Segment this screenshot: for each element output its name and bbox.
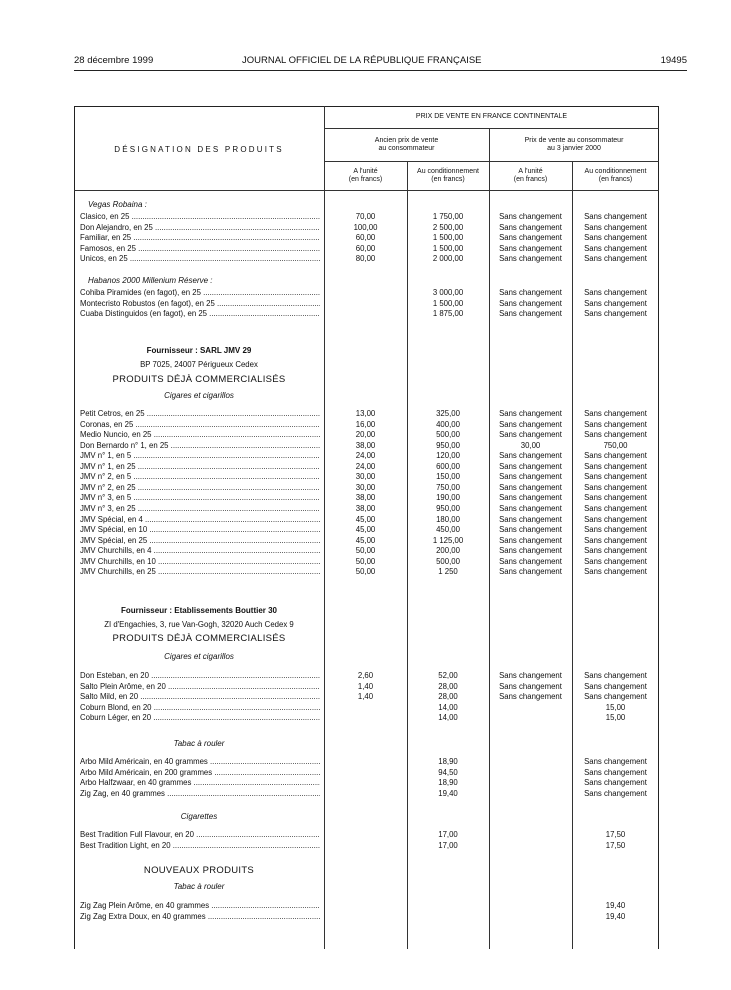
habanos-millenium-title: Habanos 2000 Millenium Réserve : [88,276,213,285]
ancien-prix-conditionnement: 28,00 [438,692,458,702]
table-row [74,768,659,779]
header-journal-title: JOURNAL OFFICIEL DE LA RÉPUBLIQUE FRANÇAISE [242,55,482,66]
nouveau-prix-conditionnement: 15,00 [605,713,626,723]
table-row [74,233,659,244]
header-bottom-rule [74,190,659,191]
ancien-prix-conditionnement: 14,00 [438,713,458,723]
nouveau-prix-header [489,137,659,153]
nouveau-prix-conditionnement: Sans changement [584,309,647,319]
ancien-prix-unite: 1,40 [357,681,374,691]
product-name: Petit Cetros, en 25 ..... [80,409,320,420]
product-name: JMV n° 1, en 5 ..... [80,451,320,462]
nouveau-prix-conditionnement: Sans changement [584,451,647,461]
nouveau-prix-conditionnement: Sans changement [584,757,647,766]
product-name: Coburn Blond, en 20 ..... [80,703,320,714]
table-row [74,567,659,578]
table-row [74,288,659,299]
nouveau-prix-conditionnement: Sans changement [584,243,647,253]
ancien-prix-conditionnement: 94,50 [438,767,458,777]
ancien-prix-unite: 50,00 [355,556,376,566]
table-row [74,525,659,536]
ancien-prix-conditionnement: 2 000,00 [432,254,464,264]
nouveau-prix-conditionnement: Sans changement [584,472,647,482]
ancien-prix-conditionnement: 1 750,00 [432,212,464,221]
ancien-prix-unite: 45,00 [355,525,376,535]
ancien-prix-conditionnement: 1 875,00 [432,309,464,319]
nouveau-prix-conditionnement: 15,00 [605,702,626,712]
ancien-prix-conditionnement: 18,90 [438,778,458,788]
product-name: Salto Plein Arôme, en 20 ..... [80,682,320,693]
product-name: JMV n° 1, en 25 ..... [80,462,320,473]
ancien-prix-conditionnement: 750,00 [436,482,460,492]
nouveau-prix-unite: Sans changement [499,233,562,243]
product-name: JMV n° 2, en 25 ..... [80,483,320,494]
nouveau-prix-conditionnement: Sans changement [584,778,647,788]
table-row [74,557,659,568]
nouveau-prix-unite: Sans changement [499,409,562,418]
product-name: Zig Zag Extra Doux, en 40 grammes ..... [80,912,320,923]
table-row [74,830,659,841]
ancien-prix-conditionnement: 200,00 [436,546,460,556]
tabac-rouler-title: Tabac à rouler [173,739,225,748]
header-page-number: 19495 [660,55,687,66]
table-row [74,546,659,557]
nouveau-prix-unite: Sans changement [499,419,562,429]
nouveau-prix-conditionnement: Sans changement [584,222,647,232]
nouveau-prix-conditionnement: 19,40 [605,911,626,921]
ancien-prix-conditionnement: 19,40 [438,788,458,798]
ancien-prix-conditionnement: 28,00 [438,681,458,691]
table-row [74,789,659,800]
ancien-prix-unite: 45,00 [355,535,376,545]
nouveau-prix-conditionnement: Sans changement [584,767,647,777]
bouttier-supplier: Fournisseur : Etablissements Bouttier 30 [120,606,278,615]
ancien-prix-conditionnement: 2 500,00 [432,222,464,232]
nouveau-prix-unite: Sans changement [499,546,562,556]
ancien-prix-conditionnement: 600,00 [436,461,460,471]
col-header-line2: (en francs) [348,176,383,183]
bouttier-address: ZI d'Engachies, 3, rue Van-Gogh, 32020 Auch Cedex 9 [104,620,294,629]
table-row [74,223,659,234]
ancien-prix-unite: 50,00 [355,567,376,577]
ancien-prix-conditionnement: 14,00 [438,702,458,712]
product-name: Salto Mild, en 20 ..... [80,692,320,703]
table-row [74,515,659,526]
table-row [74,441,659,452]
nouveau-prix-unite: Sans changement [499,309,562,319]
table-row [74,901,659,912]
ancien-prix-conditionnement: 400,00 [436,419,460,429]
bouttier-produits-heading: PRODUITS DÉJÀ COMMERCIALISÉS [112,633,286,644]
ancien-prix-header [324,137,489,153]
nouveau-prix-conditionnement: Sans changement [584,535,647,545]
table-row [74,462,659,473]
product-name: Coburn Léger, en 20 ..... [80,713,320,724]
ancien-prix-conditionnement: 325,00 [436,409,460,418]
nouveau-prix-conditionnement: 750,00 [603,440,628,450]
product-name: JMV Spécial, en 4 ..... [80,515,320,526]
table-row [74,757,659,768]
jmv-category: Cigares et cigarillos [164,391,234,400]
ancien-prix-unite: 13,00 [355,409,376,418]
table-row [74,493,659,504]
product-name: Don Alejandro, en 25 ..... [80,223,320,234]
nouveau-prix-line1: Prix de vente au consommateur [524,137,624,144]
product-name: Medio Nuncio, en 25 ..... [80,430,320,441]
nouveaux-produits-heading: NOUVEAUX PRODUITS [143,865,255,876]
nouveau-prix-unite: Sans changement [499,212,562,221]
table-row [74,244,659,255]
ancien-prix-unite: 70,00 [355,212,376,221]
nouveau-prix-conditionnement: Sans changement [584,212,647,221]
product-name: Zig Zag, en 40 grammes ..... [80,789,320,800]
ancien-prix-unite: 60,00 [355,233,376,243]
table-row [74,451,659,462]
product-name: Montecristo Robustos (en fagot), en 25 ..... [80,299,320,310]
table-row [74,536,659,547]
ancien-prix-unite: 38,00 [355,493,376,503]
table-row [74,703,659,714]
table-row [74,483,659,494]
product-name: Best Tradition Full Flavour, en 20 ..... [80,830,320,841]
nouveau-prix-conditionnement: Sans changement [584,482,647,492]
nouveau-prix-unite: Sans changement [499,430,562,440]
table-row [74,472,659,483]
ancien-prix-unite: 45,00 [355,514,376,524]
nouveau-prix-unite: 30,00 [520,440,541,450]
product-name: Arbo Mild Américain, en 40 grammes ..... [80,757,320,768]
product-name: Cohiba Piramides (en fagot), en 25 ..... [80,288,320,299]
ancien-prix-conditionnement: 17,00 [438,830,458,839]
product-name: Arbo Halfzwaar, en 40 grammes ..... [80,778,320,789]
nouveau-prix-conditionnement: Sans changement [584,430,647,440]
product-name: JMV Churchills, en 4 ..... [80,546,320,557]
col-header-line2: (en francs) [513,176,548,183]
ancien-prix-unite: 2,60 [357,671,374,680]
col-header-line1: A l'unité [353,168,378,175]
nouveau-prix-conditionnement: Sans changement [584,254,647,264]
product-name: JMV Churchills, en 25 ..... [80,567,320,578]
table-row [74,713,659,724]
nouveau-prix-unite: Sans changement [499,556,562,566]
ancien-prix-conditionnement: 190,00 [436,493,460,503]
prix-vente-header: PRIX DE VENTE EN FRANCE CONTINENTALE [415,113,568,120]
nouveau-prix-unite: Sans changement [499,472,562,482]
nouveau-prix-unite: Sans changement [499,222,562,232]
nouveau-prix-unite: Sans changement [499,503,562,513]
nouveau-prix-conditionnement: Sans changement [584,692,647,702]
ancien-prix-unite: 38,00 [355,503,376,513]
header-divider [324,128,659,129]
col-header-line2: (en francs) [598,176,633,183]
product-name: Unicos, en 25 ..... [80,254,320,265]
ancien-prix-conditionnement: 450,00 [436,525,460,535]
ancien-prix-conditionnement: 18,90 [438,757,458,766]
ancien-prix-conditionnement: 950,00 [436,440,460,450]
ancien-prix-conditionnement: 500,00 [436,430,460,440]
nouveau-prix-conditionnement: Sans changement [584,503,647,513]
ancien-prix-conditionnement: 950,00 [436,503,460,513]
ancien-prix-conditionnement: 150,00 [436,472,460,482]
ancien-prix-conditionnement: 500,00 [436,556,460,566]
ancien-prix-unite: 60,00 [355,243,376,253]
product-name: Arbo Mild Américain, en 200 grammes ..... [80,768,320,779]
product-name: Best Tradition Light, en 20 ..... [80,841,320,852]
table-row [74,912,659,923]
col-unite-nouveau-header [489,168,572,184]
nouveau-prix-unite: Sans changement [499,482,562,492]
nouveau-prix-conditionnement: Sans changement [584,525,647,535]
nouveau-prix-conditionnement: Sans changement [584,409,647,418]
nouveau-prix-unite: Sans changement [499,451,562,461]
nouveau-prix-conditionnement: Sans changement [584,461,647,471]
ancien-prix-conditionnement: 3 000,00 [432,288,464,297]
header-date: 28 décembre 1999 [74,55,154,66]
product-name: JMV Spécial, en 10 ..... [80,525,320,536]
nouveau-prix-unite: Sans changement [499,681,562,691]
col-header-line1: A l'unité [518,168,543,175]
table-row [74,299,659,310]
nouveau-prix-conditionnement: 19,40 [605,901,626,910]
product-name: Familiar, en 25 ..... [80,233,320,244]
nouveau-prix-unite: Sans changement [499,567,562,577]
nouveau-prix-conditionnement: Sans changement [584,233,647,243]
nouveau-prix-unite: Sans changement [499,288,562,297]
table-row [74,254,659,265]
nouveau-prix-conditionnement: 17,50 [605,830,626,839]
jmv-produits-heading: PRODUITS DÉJÀ COMMERCIALISÉS [112,374,286,385]
col-unite-ancien-header [324,168,407,184]
designation-header: DÉSIGNATION DES PRODUITS [114,145,284,154]
nouveau-prix-unite: Sans changement [499,525,562,535]
vegas-robaina-title: Vegas Robaina : [88,200,147,209]
table-row [74,692,659,703]
ancien-prix-line1: Ancien prix de vente [374,137,439,144]
table-row [74,778,659,789]
nouveau-prix-conditionnement: Sans changement [584,419,647,429]
nouveau-prix-unite: Sans changement [499,671,562,680]
bouttier-category: Cigares et cigarillos [164,652,234,661]
table-row [74,309,659,320]
header-rule [74,70,687,71]
product-name: Don Esteban, en 20 ..... [80,671,320,682]
ancien-prix-unite: 80,00 [355,254,376,264]
nouveau-prix-conditionnement: Sans changement [584,546,647,556]
ancien-prix-unite: 30,00 [355,482,376,492]
ancien-prix-conditionnement: 52,00 [438,671,458,680]
table-row [74,212,659,223]
ancien-prix-unite: 50,00 [355,546,376,556]
product-name: JMV n° 2, en 5 ..... [80,472,320,483]
table-row [74,841,659,852]
nouveau-prix-conditionnement: Sans changement [584,567,647,577]
product-name: Zig Zag Plein Arôme, en 40 grammes ..... [80,901,320,912]
nouveau-prix-line2: au 3 janvier 2000 [547,145,601,152]
product-name: Clasico, en 25 ..... [80,212,320,223]
nouveau-prix-conditionnement: Sans changement [584,493,647,503]
nouveau-prix-unite: Sans changement [499,514,562,524]
nouveau-prix-unite: Sans changement [499,254,562,264]
nouveau-prix-conditionnement: Sans changement [584,514,647,524]
table-row [74,420,659,431]
jmv-supplier: Fournisseur : SARL JMV 29 [146,346,252,355]
ancien-prix-conditionnement: 1 500,00 [432,298,464,308]
ancien-prix-unite: 20,00 [355,430,376,440]
ancien-prix-line2: au consommateur [378,145,435,152]
nouveau-prix-conditionnement: 17,50 [605,840,626,850]
nouveau-prix-conditionnement: Sans changement [584,556,647,566]
ancien-prix-unite: 100,00 [353,222,378,232]
product-name: JMV n° 3, en 25 ..... [80,504,320,515]
nouveau-prix-unite: Sans changement [499,535,562,545]
col-header-line1: Au conditionnement [417,168,479,175]
nouveau-prix-conditionnement: Sans changement [584,288,647,297]
nouveau-prix-conditionnement: Sans changement [584,298,647,308]
product-name: Coronas, en 25 ..... [80,420,320,431]
ancien-prix-conditionnement: 1 500,00 [432,243,464,253]
nouveau-prix-unite: Sans changement [499,461,562,471]
product-name: Famosos, en 25 ..... [80,244,320,255]
ancien-prix-unite: 38,00 [355,440,376,450]
ancien-prix-unite: 24,00 [355,451,376,461]
nouveau-prix-unite: Sans changement [499,692,562,702]
ancien-prix-conditionnement: 1 125,00 [432,535,464,545]
nouveau-prix-unite: Sans changement [499,493,562,503]
nouveau-prix-unite: Sans changement [499,298,562,308]
ancien-prix-conditionnement: 120,00 [436,451,460,461]
ancien-prix-conditionnement: 1 250 [438,567,458,577]
ancien-prix-unite: 24,00 [355,461,376,471]
nouveau-prix-unite: Sans changement [499,243,562,253]
ancien-prix-unite: 16,00 [355,419,376,429]
nouveau-prix-conditionnement: Sans changement [584,681,647,691]
product-name: Don Bernardo n° 1, en 25 ..... [80,441,320,452]
header-divider [324,161,659,162]
cigarettes-title: Cigarettes [180,812,218,821]
table-row [74,430,659,441]
ancien-prix-conditionnement: 180,00 [436,514,460,524]
product-name: Cuaba Distinguidos (en fagot), en 25 ..... [80,309,320,320]
product-name: JMV Spécial, en 25 ..... [80,536,320,547]
col-conditionnement-ancien-header [407,168,489,184]
table-row [74,409,659,420]
nouveau-prix-conditionnement: Sans changement [584,671,647,680]
col-conditionnement-nouveau-header [572,168,659,184]
nouveaux-category: Tabac à rouler [173,882,225,891]
jmv-address: BP 7025, 24007 Périgueux Cedex [140,360,258,369]
table-row [74,671,659,682]
nouveau-prix-conditionnement: Sans changement [584,788,647,798]
table-row [74,504,659,515]
ancien-prix-unite: 30,00 [355,472,376,482]
product-name: JMV Churchills, en 10 ..... [80,557,320,568]
col-header-line1: Au conditionnement [584,168,647,175]
col-header-line2: (en francs) [431,176,465,183]
product-name: JMV n° 3, en 5 ..... [80,493,320,504]
ancien-prix-conditionnement: 1 500,00 [432,233,464,243]
ancien-prix-conditionnement: 17,00 [438,840,458,850]
ancien-prix-unite: 1,40 [357,692,374,702]
table-row [74,682,659,693]
